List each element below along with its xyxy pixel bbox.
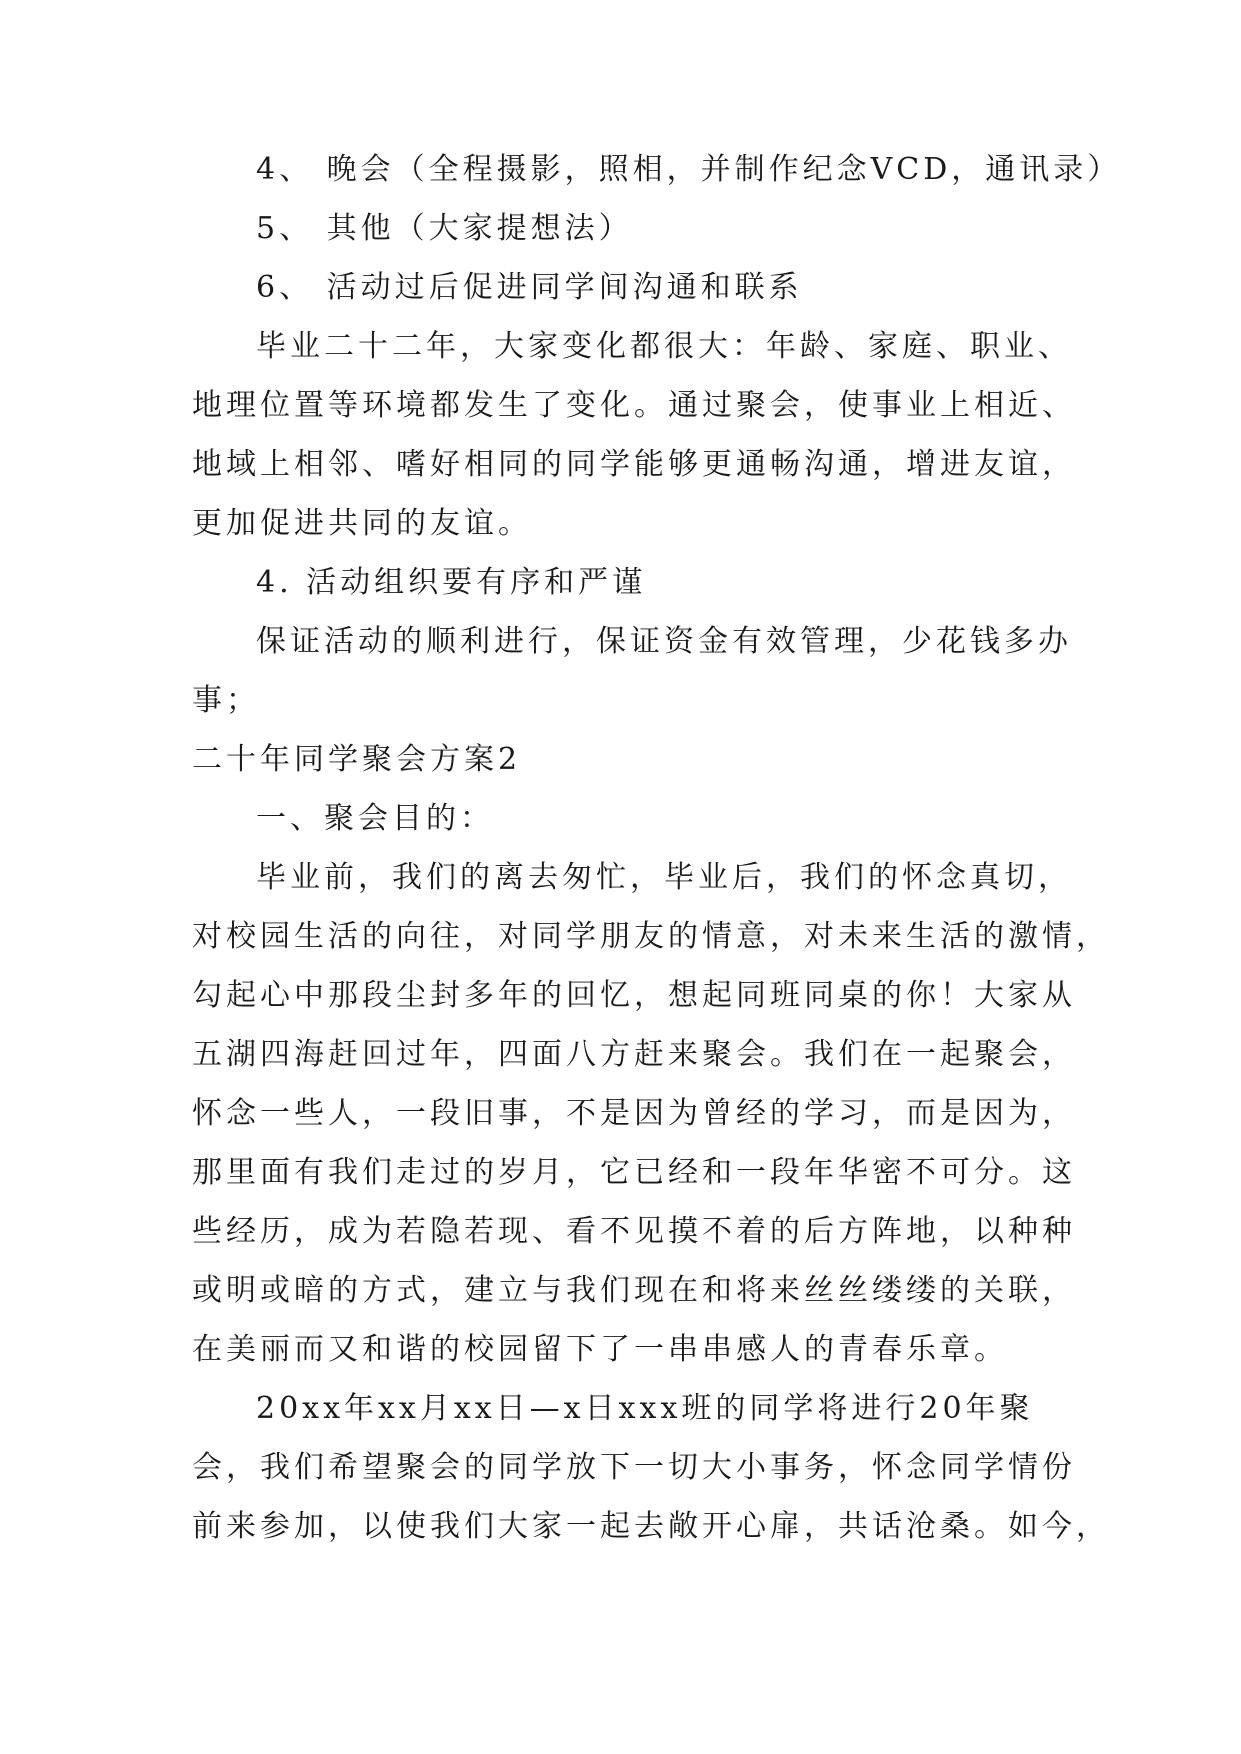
list-item-5: 5、 其他（大家提想法） <box>256 211 633 246</box>
paragraph-line: 在美丽而又和谐的校园留下了一串串感人的青春乐章。 <box>192 1332 1008 1367</box>
list-item-4: 4、 晚会（全程摄影，照相，并制作纪念VCD，通讯录） <box>256 152 1122 187</box>
subheading: 4. 活动组织要有序和严谨 <box>256 565 647 600</box>
paragraph-line: 地域上相邻、嗜好相同的同学能够更通畅沟通，增进友谊， <box>192 447 1076 482</box>
paragraph-line: 五湖四海赶回过年，四面八方赶来聚会。我们在一起聚会， <box>192 1037 1076 1072</box>
paragraph-line: 更加促进共同的友谊。 <box>192 506 532 541</box>
section-heading: 一、聚会目的： <box>256 801 494 836</box>
paragraph-line: 事； <box>192 683 260 718</box>
paragraph-line: 会，我们希望聚会的同学放下一切大小事务，怀念同学情份 <box>192 1450 1076 1485</box>
paragraph-line: 20xx年xx月xx日—x日xxx班的同学将进行20年聚 <box>256 1391 1034 1426</box>
paragraph-line: 毕业二十二年，大家变化都很大：年龄、家庭、职业、 <box>256 329 1072 364</box>
paragraph-line: 前来参加，以使我们大家一起去敞开心扉，共话沧桑。如今， <box>192 1509 1110 1544</box>
paragraph-line: 些经历，成为若隐若现、看不见摸不着的后方阵地，以种种 <box>192 1214 1076 1249</box>
paragraph-line: 或明或暗的方式，建立与我们现在和将来丝丝缕缕的关联， <box>192 1273 1076 1308</box>
paragraph-line: 那里面有我们走过的岁月，它已经和一段年华密不可分。这 <box>192 1155 1076 1190</box>
list-item-6: 6、 活动过后促进同学间沟通和联系 <box>256 270 803 305</box>
paragraph-line: 怀念一些人，一段旧事，不是因为曾经的学习，而是因为， <box>192 1096 1076 1131</box>
paragraph-line: 地理位置等环境都发生了变化。通过聚会，使事业上相近、 <box>192 388 1076 423</box>
section-title: 二十年同学聚会方案2 <box>192 742 522 777</box>
paragraph-line: 毕业前，我们的离去匆忙，毕业后，我们的怀念真切， <box>256 860 1072 895</box>
paragraph-line: 对校园生活的向往，对同学朋友的情意，对未来生活的激情， <box>192 919 1110 954</box>
paragraph-line: 勾起心中那段尘封多年的回忆，想起同班同桌的你！大家从 <box>192 978 1076 1013</box>
paragraph-line: 保证活动的顺利进行，保证资金有效管理，少花钱多办 <box>256 624 1072 659</box>
